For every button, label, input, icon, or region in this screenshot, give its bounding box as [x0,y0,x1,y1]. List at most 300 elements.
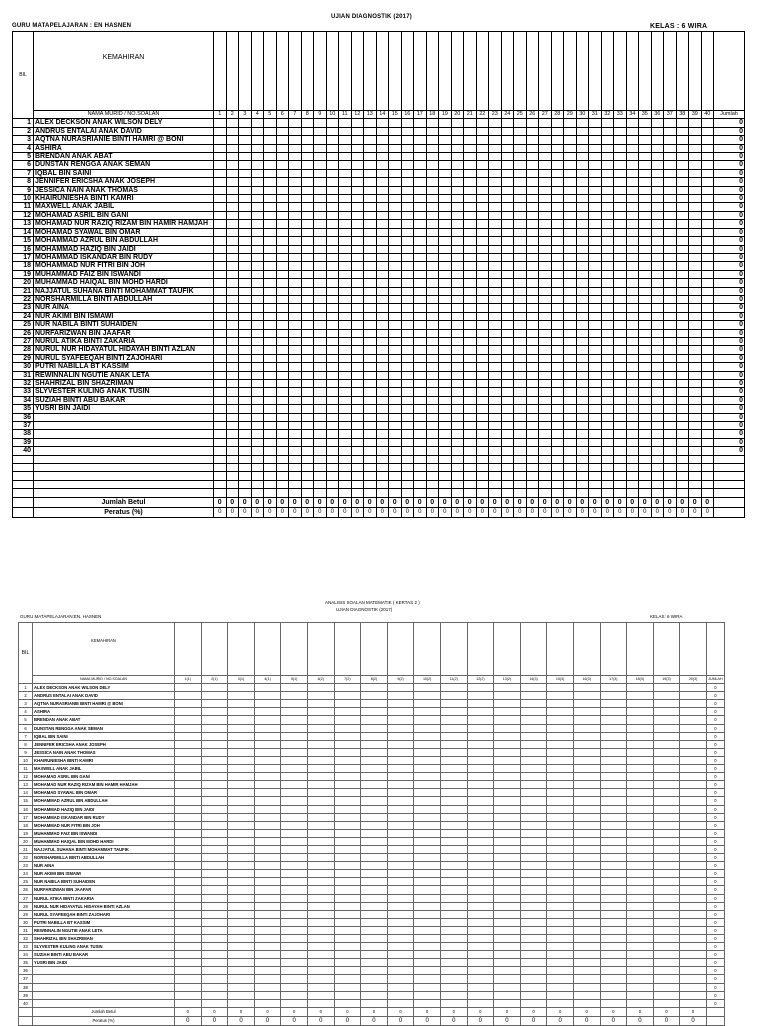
sheet1-answer-cell [301,211,314,219]
sheet1-answer-cell [314,413,327,421]
sheet1-answer-cell [414,354,427,362]
sheet1-row-total: 0 [714,253,745,261]
sheet1-answer-cell [376,489,389,497]
sheet1-answer-cell [551,153,564,161]
sheet1-answer-cell [476,161,489,169]
sheet1-answer-cell [614,287,627,295]
sheet1-skill-cell [376,32,389,111]
sheet1-student-name: IQBAL BIN SAINI [34,169,214,177]
sheet2-answer-cell [627,935,654,943]
sheet2-answer-cell [201,935,228,943]
sheet1-answer-cell [526,472,539,480]
sheet2-answer-cell [520,951,547,959]
sheet1-answer-cell [701,371,714,379]
sheet1-answer-cell [701,455,714,463]
sheet1-answer-cell [626,262,639,270]
sheet1-answer-cell [426,396,439,404]
sheet2-answer-cell [281,959,308,967]
sheet2-column-percent: 0 [653,1016,680,1025]
sheet2-answer-cell [414,943,441,951]
sheet2-answer-cell [547,910,574,918]
sheet1-answer-cell [451,321,464,329]
sheet1-answer-cell [414,136,427,144]
sheet1-row-number: 15 [13,237,34,245]
sheet1-answer-cell [489,371,502,379]
sheet2-answer-cell [547,740,574,748]
sheet1-answer-cell [626,321,639,329]
sheet1-answer-cell [651,203,664,211]
sheet1-row-number: 16 [13,245,34,253]
sheet2-question-number: 1(1) [175,676,202,684]
sheet1-question-number: 17 [414,111,427,119]
sheet1-answer-cell [376,447,389,455]
sheet1-answer-cell [364,253,377,261]
sheet2-answer-cell [627,684,654,692]
sheet2-answer-cell [494,878,521,886]
sheet2-answer-cell [361,756,388,764]
sheet2-skill-cell [653,623,680,676]
sheet2-answer-cell [414,935,441,943]
sheet1-answer-cell [264,337,277,345]
sheet1-answer-cell [651,380,664,388]
sheet1-student-name: ALEX DECKSON ANAK WILSON DELY [34,119,214,127]
sheet1-answer-cell [489,195,502,203]
sheet1-answer-cell [364,489,377,497]
sheet1-answer-cell [289,144,302,152]
sheet2-student-row [19,910,725,918]
sheet1-answer-cell [514,144,527,152]
sheet1-answer-cell [426,262,439,270]
sheet1-answer-cell [351,396,364,404]
sheet1-answer-cell [301,237,314,245]
sheet1-answer-cell [639,161,652,169]
sheet2-answer-cell [547,983,574,991]
sheet2-question-number: 18(3) [627,676,654,684]
sheet1-question-number: 9 [314,111,327,119]
sheet1-answer-cell [351,119,364,127]
sheet1-answer-cell [264,405,277,413]
sheet1-answer-cell [376,220,389,228]
sheet2-answer-cell [680,813,707,821]
sheet2-answer-cell [520,797,547,805]
sheet1-answer-cell [351,153,364,161]
sheet1-answer-cell [526,337,539,345]
sheet1-answer-cell [276,464,289,472]
sheet2-student-name: NURUL ATIKA BINTI ZAKARIA [33,894,175,902]
sheet2-answer-cell [281,991,308,999]
sheet1-answer-cell [276,195,289,203]
sheet1-answer-cell [326,480,339,488]
sheet1-answer-cell [351,455,364,463]
sheet1-row-number [13,472,34,480]
sheet2-nama-header: NAMA MURID / NO.SOALAN [33,676,175,684]
sheet1-answer-cell [489,136,502,144]
sheet2-answer-cell [201,829,228,837]
sheet1-answer-cell [364,405,377,413]
sheet2-answer-cell [175,724,202,732]
sheet1-answer-cell [226,262,239,270]
sheet2-answer-cell [467,813,494,821]
sheet2-row-number: 27 [19,894,33,902]
sheet1-answer-cell [376,228,389,236]
sheet1-answer-cell [276,422,289,430]
sheet1-answer-cell [214,472,227,480]
sheet1-answer-cell [239,262,252,270]
sheet2-answer-cell [334,854,361,862]
sheet1-column-total: 0 [451,497,464,507]
sheet1-answer-cell [689,329,702,337]
sheet1-answer-cell [289,270,302,278]
sheet1-answer-cell [376,312,389,320]
sheet2-answer-cell [281,975,308,983]
sheet2-answer-cell [254,918,281,926]
sheet2-answer-cell [520,975,547,983]
sheet2-answer-cell [467,748,494,756]
sheet1-answer-cell [439,262,452,270]
sheet1-answer-cell [314,405,327,413]
sheet1-answer-cell [251,186,264,194]
sheet1-answer-cell [326,422,339,430]
sheet1-answer-cell [339,321,352,329]
sheet2-answer-cell [494,756,521,764]
sheet1-column-total: 0 [489,497,502,507]
sheet2-skill-cell [201,623,228,676]
sheet1-column-percent: 0 [401,507,414,517]
sheet2-answer-cell [547,700,574,708]
sheet1-answer-cell [476,489,489,497]
sheet2-answer-cell [254,975,281,983]
sheet1-answer-cell [401,127,414,135]
sheet1-question-number: 3 [239,111,252,119]
sheet1-answer-cell [326,380,339,388]
sheet2-answer-cell [387,902,414,910]
sheet1-answer-cell [701,438,714,446]
sheet1-answer-cell [639,464,652,472]
sheet1-row-total: 0 [714,438,745,446]
sheet2-answer-cell [334,862,361,870]
sheet1-answer-cell [301,136,314,144]
sheet2-skill-cell [334,623,361,676]
sheet1-answer-cell [526,346,539,354]
sheet1-answer-cell [301,396,314,404]
sheet1-row-number: 17 [13,253,34,261]
sheet1-skill-cell [651,32,664,111]
sheet1-answer-cell [389,447,402,455]
sheet1-answer-cell [489,447,502,455]
sheet2-answer-cell [175,748,202,756]
sheet1-student-name: NAJJATUL SUHANA BINTI MOHAMMAT TAUFIK [34,287,214,295]
sheet1-answer-cell [639,346,652,354]
sheet1-answer-cell [576,262,589,270]
sheet1-answer-cell [676,119,689,127]
sheet1-answer-cell [651,127,664,135]
sheet2-column-percent: 0 [573,1016,600,1025]
sheet1-row-number [13,464,34,472]
sheet2-answer-cell [281,692,308,700]
sheet1-answer-cell [589,287,602,295]
sheet1-answer-cell [239,203,252,211]
sheet2-answer-cell [361,708,388,716]
sheet2-answer-cell [680,870,707,878]
sheet1-student-row [13,480,745,488]
sheet1-answer-cell [239,346,252,354]
sheet1-question-row [13,111,745,119]
sheet1-answer-cell [526,211,539,219]
sheet1-answer-cell [251,136,264,144]
sheet1-answer-cell [214,136,227,144]
sheet1-answer-cell [364,220,377,228]
sheet2-answer-cell [201,805,228,813]
sheet1-answer-cell [614,388,627,396]
sheet1-answer-cell [589,354,602,362]
sheet1-answer-cell [264,161,277,169]
sheet2-student-name: MOHAMMAD HAZIQ BIN JAIDI [33,805,175,813]
sheet1-answer-cell [364,346,377,354]
sheet1-answer-cell [226,480,239,488]
sheet1-answer-cell [214,438,227,446]
sheet1-answer-cell [276,279,289,287]
sheet1-answer-cell [514,464,527,472]
sheet2-answer-cell [228,684,255,692]
sheet1-answer-cell [601,472,614,480]
sheet2-student-row [19,854,725,862]
sheet1-answer-cell [426,371,439,379]
sheet1-answer-cell [364,237,377,245]
sheet1-answer-cell [251,304,264,312]
sheet1-answer-cell [301,337,314,345]
sheet2-answer-cell [228,765,255,773]
sheet1-answer-cell [476,186,489,194]
sheet1-row-total: 0 [714,161,745,169]
sheet2-answer-cell [600,991,627,999]
sheet1-answer-cell [489,321,502,329]
sheet1-answer-cell [364,396,377,404]
sheet2-column-percent: 0 [361,1016,388,1025]
sheet1-answer-cell [564,237,577,245]
sheet1-answer-cell [339,447,352,455]
sheet1-answer-cell [314,245,327,253]
sheet2-answer-cell [520,692,547,700]
sheet1-student-name: KHAIRUNIESHA BINTI KAMRI [34,195,214,203]
sheet1-skill-cell [551,32,564,111]
sheet1-answer-cell [614,178,627,186]
sheet1-answer-cell [326,346,339,354]
sheet2-answer-cell [520,894,547,902]
sheet1-answer-cell [389,153,402,161]
sheet2-answer-cell [387,854,414,862]
sheet1-answer-cell [589,438,602,446]
sheet1-answer-cell [701,237,714,245]
sheet1-answer-cell [276,337,289,345]
sheet1-answer-cell [614,430,627,438]
sheet1-answer-cell [364,329,377,337]
sheet1-answer-cell [551,321,564,329]
sheet1-skill-cell [576,32,589,111]
sheet1-skill-cell [264,32,277,111]
sheet1-answer-cell [264,211,277,219]
sheet1-answer-cell [464,480,477,488]
sheet2-answer-cell [627,700,654,708]
sheet1-skill-cell [451,32,464,111]
sheet2-answer-cell [653,748,680,756]
sheet1-answer-cell [239,396,252,404]
sheet1-answer-cell [239,228,252,236]
sheet2-answer-cell [680,991,707,999]
sheet1-question-number: 31 [589,111,602,119]
sheet1-answer-cell [539,262,552,270]
sheet1-column-total: 0 [264,497,277,507]
sheet1-answer-cell [489,119,502,127]
sheet2-student-name: PUTRI NABILLA BT KASSIM [33,918,175,926]
sheet2-answer-cell [307,926,334,934]
sheet1-answer-cell [576,186,589,194]
sheet2-answer-cell [334,918,361,926]
sheet2-question-number: 8(2) [361,676,388,684]
sheet2-answer-cell [228,926,255,934]
sheet2-column-total: 0 [228,1007,255,1016]
sheet2-answer-cell [175,951,202,959]
sheet2-student-name: SHAHRIZAL BIN SHAZRIMAN [33,935,175,943]
sheet1-answer-cell [339,396,352,404]
sheet1-answer-cell [264,237,277,245]
sheet1-answer-cell [689,186,702,194]
sheet1-answer-cell [589,153,602,161]
sheet1-answer-cell [226,413,239,421]
sheet1-answer-cell [539,354,552,362]
sheet1-student-name [34,455,214,463]
sheet1-answer-cell [651,178,664,186]
sheet1-answer-cell [589,388,602,396]
sheet2-answer-cell [201,951,228,959]
sheet2-row-number: 6 [19,724,33,732]
sheet1-answer-cell [439,203,452,211]
sheet1-sum-end [714,507,745,517]
sheet2-student-name: JENNIFER ERICSHA ANAK JOSEPH [33,740,175,748]
sheet2-skill-cell [387,623,414,676]
sheet1-student-name: MOHAMMAD AZRUL BIN ABDULLAH [34,237,214,245]
sheet1-answer-cell [414,430,427,438]
sheet1-answer-cell [414,388,427,396]
sheet1-answer-cell [226,136,239,144]
sheet2-answer-cell [573,854,600,862]
sheet1-answer-cell [339,144,352,152]
sheet1-answer-cell [364,472,377,480]
sheet2-answer-cell [175,935,202,943]
sheet1-answer-cell [489,279,502,287]
sheet2-answer-cell [175,756,202,764]
sheet1-answer-cell [526,329,539,337]
sheet2-column-total: 0 [680,1007,707,1016]
sheet1-answer-cell [564,253,577,261]
sheet1-column-percent: 0 [601,507,614,517]
sheet2-answer-cell [653,805,680,813]
sheet2-student-row [19,943,725,951]
sheet2-answer-cell [228,935,255,943]
sheet2-answer-cell [494,894,521,902]
sheet1-answer-cell [364,363,377,371]
sheet1-answer-cell [376,455,389,463]
sheet1-answer-cell [526,169,539,177]
sheet1-answer-cell [414,211,427,219]
sheet1-answer-cell [701,363,714,371]
sheet2-answer-cell [414,902,441,910]
sheet2-row-total: 0 [706,748,724,756]
sheet2-answer-cell [547,975,574,983]
sheet1-answer-cell [301,438,314,446]
sheet1-answer-cell [639,153,652,161]
sheet1-answer-cell [676,169,689,177]
sheet1-row-total: 0 [714,405,745,413]
sheet1-answer-cell [564,262,577,270]
sheet1-answer-cell [289,186,302,194]
sheet1-answer-cell [389,312,402,320]
sheet2-answer-cell [387,845,414,853]
sheet1-answer-cell [376,153,389,161]
sheet1-row-number: 5 [13,153,34,161]
sheet1-answer-cell [326,337,339,345]
sheet1-answer-cell [526,304,539,312]
sheet2-answer-cell [494,829,521,837]
sheet1-answer-cell [589,228,602,236]
sheet2-answer-cell [307,829,334,837]
sheet2-answer-cell [494,983,521,991]
sheet2-answer-cell [440,870,467,878]
sheet1-answer-cell [264,228,277,236]
sheet1-answer-cell [501,153,514,161]
sheet1-answer-cell [276,371,289,379]
sheet2-answer-cell [600,918,627,926]
sheet1-row-total: 0 [714,144,745,152]
sheet1-student-row [13,262,745,270]
sheet1-answer-cell [551,237,564,245]
sheet1-answer-cell [314,447,327,455]
sheet1-answer-cell [226,388,239,396]
sheet1-answer-cell [489,430,502,438]
sheet1-answer-cell [576,270,589,278]
sheet2-skill-cell [520,623,547,676]
sheet1-answer-cell [401,203,414,211]
sheet2-column-total: 0 [334,1007,361,1016]
sheet1-answer-cell [314,489,327,497]
sheet1-answer-cell [601,119,614,127]
sheet1-question-number: 15 [389,111,402,119]
sheet1-column-total: 0 [214,497,227,507]
sheet2-answer-cell [307,756,334,764]
sheet1-answer-cell [676,186,689,194]
sheet1-answer-cell [639,430,652,438]
sheet2-answer-cell [440,724,467,732]
sheet2-answer-cell [653,845,680,853]
sheet1-answer-cell [451,270,464,278]
sheet1-answer-cell [289,220,302,228]
sheet1-answer-cell [501,262,514,270]
sheet2-answer-cell [440,991,467,999]
sheet1-student-row [13,489,745,497]
sheet1-student-name: NURFARIZWAN BIN JAAFAR [34,329,214,337]
sheet2-answer-cell [281,878,308,886]
sheet2-answer-cell [414,845,441,853]
sheet1-answer-cell [301,279,314,287]
sheet1-answer-cell [264,388,277,396]
sheet1-row-total: 0 [714,295,745,303]
sheet2-answer-cell [387,740,414,748]
sheet1-answer-cell [576,228,589,236]
sheet2-answer-cell [334,805,361,813]
sheet1-answer-cell [226,195,239,203]
sheet1-answer-cell [389,211,402,219]
sheet2-answer-cell [334,716,361,724]
sheet1-answer-cell [564,312,577,320]
